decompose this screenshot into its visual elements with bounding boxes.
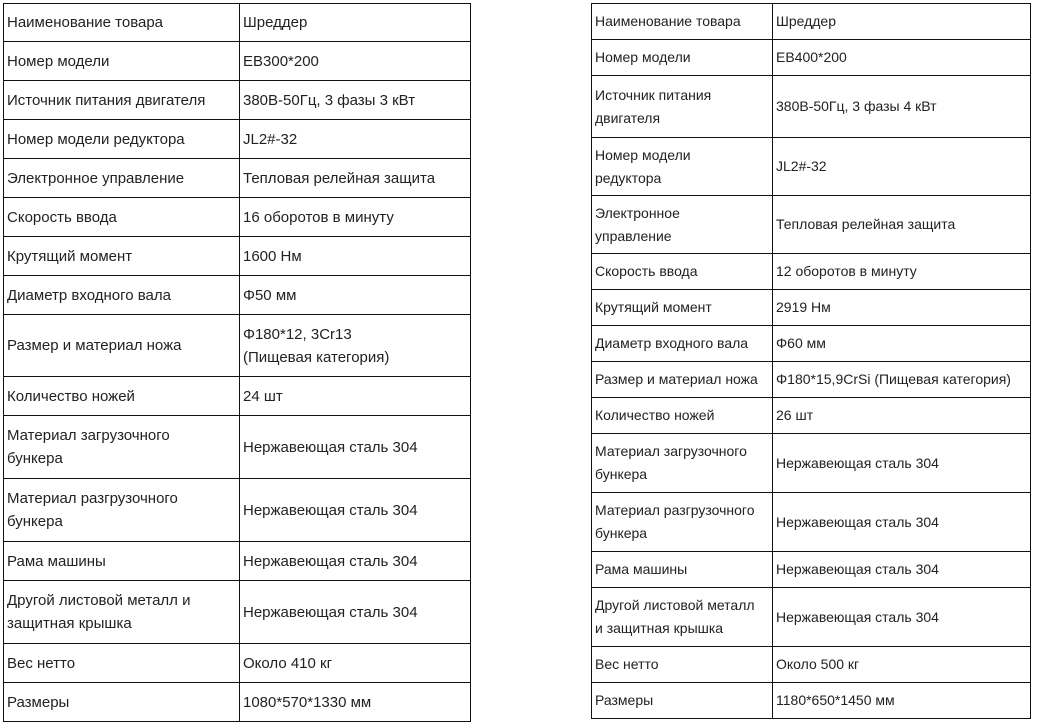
spec-value: EB400*200	[773, 40, 1031, 76]
spec-value: Около 500 кг	[773, 647, 1031, 683]
table-row	[4, 120, 471, 159]
spec-value: Тепловая релейная защита	[240, 159, 471, 198]
table-row	[4, 315, 471, 377]
table-row	[4, 416, 471, 479]
table-row	[592, 196, 1031, 254]
spec-table-body	[4, 4, 471, 722]
table-row	[592, 40, 1031, 76]
spec-value: 380В-50Гц, 3 фазы 4 кВт	[773, 76, 1031, 138]
spec-value: Нержавеющая сталь 304	[773, 588, 1031, 647]
spec-value: 2919 Нм	[773, 290, 1031, 326]
spec-label: Вес нетто	[592, 647, 773, 683]
spec-value: Тепловая релейная защита	[773, 196, 1031, 254]
spec-value: Φ180*12, 3Cr13 (Пищевая категория)	[240, 315, 471, 377]
table-row	[592, 4, 1031, 40]
table-row	[592, 398, 1031, 434]
spec-label: Номер модели	[4, 42, 240, 81]
table-row	[4, 377, 471, 416]
spec-label: Количество ножей	[592, 398, 773, 434]
spec-label: Номер модели	[592, 40, 773, 76]
spec-value: Шреддер	[240, 4, 471, 42]
spec-value: Φ60 мм	[773, 326, 1031, 362]
table-row	[592, 326, 1031, 362]
table-row	[4, 198, 471, 237]
spec-value: Нержавеющая сталь 304	[773, 493, 1031, 552]
table-row	[4, 581, 471, 644]
table-row	[592, 493, 1031, 552]
spec-value: 1600 Нм	[240, 237, 471, 276]
spec-value: 24 шт	[240, 377, 471, 416]
table-row	[592, 290, 1031, 326]
table-row	[592, 683, 1031, 719]
table-row	[4, 479, 471, 542]
spec-label: Источник питания двигателя	[4, 81, 240, 120]
spec-label: Размеры	[4, 683, 240, 722]
table-row	[4, 237, 471, 276]
spec-label: Диаметр входного вала	[592, 326, 773, 362]
spec-label: Другой листовой металл и защитная крышка	[4, 581, 240, 644]
spec-value: 16 оборотов в минуту	[240, 198, 471, 237]
spec-label: Скорость ввода	[4, 198, 240, 237]
table-row	[4, 42, 471, 81]
table-row	[592, 647, 1031, 683]
spec-value: Около 410 кг	[240, 644, 471, 683]
table-row	[592, 76, 1031, 138]
spec-label: Рама машины	[592, 552, 773, 588]
spec-label: Электронное управление	[592, 196, 773, 254]
spec-value: Нержавеющая сталь 304	[240, 416, 471, 479]
spec-value: Φ180*15,9CrSi (Пищевая категория)	[773, 362, 1031, 398]
table-row	[592, 434, 1031, 493]
spec-value: 1180*650*1450 мм	[773, 683, 1031, 719]
table-row	[4, 4, 471, 42]
spec-label: Наименование товара	[592, 4, 773, 40]
table-row	[4, 159, 471, 198]
spec-value: 12 оборотов в минуту	[773, 254, 1031, 290]
spec-label: Электронное управление	[4, 159, 240, 198]
spec-label: Номер модели редуктора	[592, 138, 773, 196]
spec-label: Размер и материал ножа	[592, 362, 773, 398]
spec-value: 26 шт	[773, 398, 1031, 434]
spec-value: 380В-50Гц, 3 фазы 3 кВт	[240, 81, 471, 120]
table-row	[592, 588, 1031, 647]
table-row	[4, 683, 471, 722]
spec-label: Крутящий момент	[4, 237, 240, 276]
spec-value: Шреддер	[773, 4, 1031, 40]
spec-label: Источник питания двигателя	[592, 76, 773, 138]
spec-value: EB300*200	[240, 42, 471, 81]
spec-label: Наименование товара	[4, 4, 240, 42]
spec-label: Скорость ввода	[592, 254, 773, 290]
table-row	[592, 138, 1031, 196]
spec-label: Размеры	[592, 683, 773, 719]
spec-value: 1080*570*1330 мм	[240, 683, 471, 722]
table-row	[592, 552, 1031, 588]
spec-table-body	[592, 4, 1031, 719]
table-row	[592, 254, 1031, 290]
spec-label: Номер модели редуктора	[4, 120, 240, 159]
spec-value: Φ50 мм	[240, 276, 471, 315]
spec-label: Вес нетто	[4, 644, 240, 683]
spec-label: Рама машины	[4, 542, 240, 581]
table-row	[592, 362, 1031, 398]
spec-label: Количество ножей	[4, 377, 240, 416]
spec-label: Диаметр входного вала	[4, 276, 240, 315]
spec-label: Материал разгрузочного бункера	[4, 479, 240, 542]
spec-label: Материал загрузочного бункера	[592, 434, 773, 493]
table-row	[4, 644, 471, 683]
spec-value: Нержавеющая сталь 304	[240, 542, 471, 581]
spec-value: JL2#-32	[773, 138, 1031, 196]
spec-value: Нержавеющая сталь 304	[240, 479, 471, 542]
spec-value: Нержавеющая сталь 304	[773, 434, 1031, 493]
spec-label: Размер и материал ножа	[4, 315, 240, 377]
spec-value: Нержавеющая сталь 304	[240, 581, 471, 644]
spec-table-eb400	[591, 3, 1031, 719]
spec-label: Материал загрузочного бункера	[4, 416, 240, 479]
spec-value: Нержавеющая сталь 304	[773, 552, 1031, 588]
spec-label: Материал разгрузочного бункера	[592, 493, 773, 552]
table-row	[4, 542, 471, 581]
spec-label: Крутящий момент	[592, 290, 773, 326]
spec-value: JL2#-32	[240, 120, 471, 159]
spec-label: Другой листовой металл и защитная крышка	[592, 588, 773, 647]
table-row	[4, 81, 471, 120]
table-row	[4, 276, 471, 315]
spec-table-eb300	[3, 3, 471, 722]
